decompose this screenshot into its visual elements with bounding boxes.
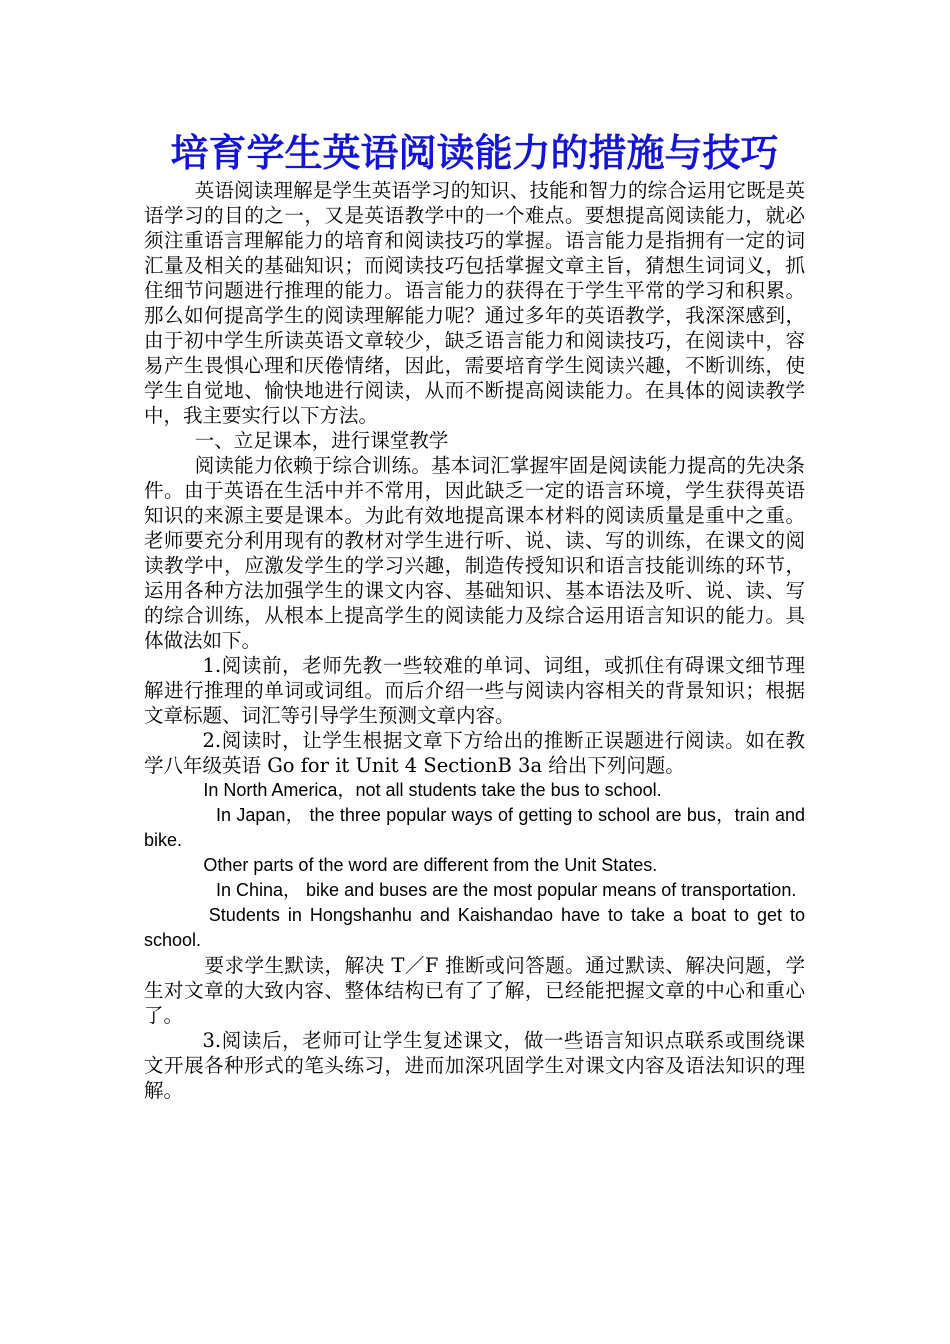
document-title: 培育学生英语阅读能力的措施与技巧 bbox=[170, 130, 779, 175]
english-sentence-5: Students in Hongshanhu and Kaishandao have to take a boat to get to school. bbox=[144, 905, 805, 950]
step-3-paragraph: 3.阅读后，老师可让学生复述课文，做一些语言知识点联系或围绕课文开展各种形式的笔头练习，进而加深巩固学生对课文内容及语法知识的理解。 bbox=[144, 1029, 805, 1102]
english-sentence-2: In Japan， the three popular ways of getting to school are bus，train and bike. bbox=[144, 805, 805, 850]
english-sentence-1: In North America，not all students take the bus to school. bbox=[203, 780, 662, 800]
english-sentence-3: Other parts of the word are different from the Unit States. bbox=[203, 855, 658, 875]
section-1-paragraph: 阅读能力依赖于综合训练。基本词汇掌握牢固是阅读能力提高的先决条件。由于英语在生活中并不常用，因此缺乏一定的语言环境，学生获得英语知识的来源主要是课本。为此有效地提高课本材料的阅读质量是重中之重。老师要充分利用现有的教材对学生进行听、说、读、写的训练，在课文的阅读教学中，应激发学生的学习兴趣，制造传授知识和语言技能训练的环节，运用各种方法加强学生的课文内容、基础知识、基本语法及听、说、读、写的综合训练，从根本上提高学生的阅读能力及综合运用语言知识的能力。具体做法如下。 bbox=[144, 454, 805, 652]
document-page bbox=[144, 120, 805, 1103]
silent-reading-paragraph: 要求学生默读，解决 T／F 推断或问答题。通过默读、解决问题，学生对文章的大致内容、整体结构已有了了解，已经能把握文章的中心和重心了。 bbox=[144, 954, 805, 1027]
step-1-paragraph: 1.阅读前，老师先教一些较难的单词、词组，或抓住有碍课文细节理解进行推理的单词或词组。而后介绍一些与阅读内容相关的背景知识；根据文章标题、词汇等引导学生预测文章内容。 bbox=[144, 654, 805, 727]
section-heading-1: 一、立足课本，进行课堂教学 bbox=[194, 429, 449, 452]
intro-paragraph: 英语阅读理解是学生英语学习的知识、技能和智力的综合运用它既是英语学习的目的之一，又是英语教学中的一个难点。要想提高阅读能力，就必须注重语言理解能力的培育和阅读技巧的掌握。语言能力是指拥有一定的词汇量及相关的基础知识；而阅读技巧包括掌握文章主旨，猜想生词词义，抓住细节问题进行推理的能力。语言能力的获得在于学生平常的学习和积累。那么如何提高学生的阅读理解能力呢？通过多年的英语教学，我深深感到，由于初中学生所读英语文章较少，缺乏语言能力和阅读技巧，在阅读中，容易产生畏惧心理和厌倦情绪，因此，需要培育学生阅读兴趣，不断训练，使学生自觉地、愉快地进行阅读，从而不断提高阅读能力。在具体的阅读教学中，我主要实行以下方法。 bbox=[144, 179, 805, 427]
step-2-paragraph: 2.阅读时，让学生根据文章下方给出的推断正误题进行阅读。如在教学八年级英语 Go for it Unit 4 SectionB 3a 给出下列问题。 bbox=[144, 729, 805, 777]
english-sentence-4: In China， bike and buses are the most popular means of transportation. bbox=[216, 880, 797, 900]
